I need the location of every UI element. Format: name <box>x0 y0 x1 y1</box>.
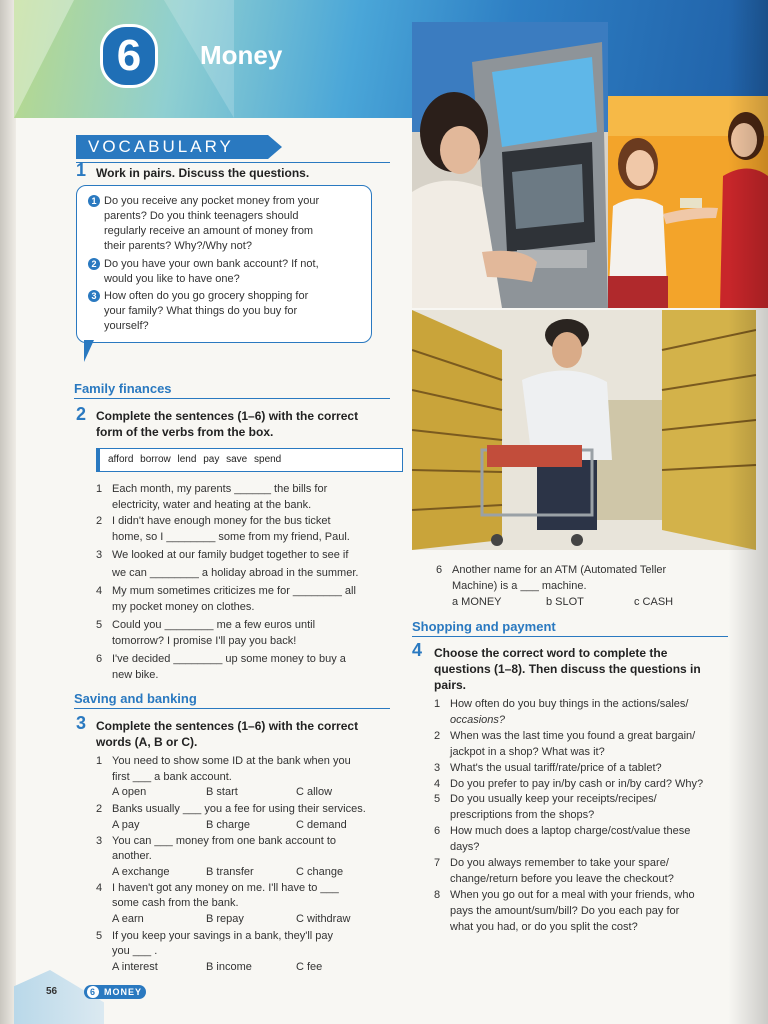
option-a: A interest <box>112 961 158 973</box>
ex3-item-6 <box>436 562 736 610</box>
item-line: What's the usual tariff/rate/price of a tablet? <box>450 762 662 774</box>
item-line: Do you prefer to pay in/by cash or in/by card? Why? <box>450 778 704 790</box>
item-number: 5 <box>96 619 103 631</box>
item-line: Another name for an ATM (Automated Teller <box>452 564 667 576</box>
vocabulary-tag: VOCABULARY <box>76 135 268 159</box>
option-b: B transfer <box>206 866 254 878</box>
ex2-item-5 <box>96 617 396 649</box>
exercise-4-instruction-line-2: questions (1–8). Then discuss the questions in <box>434 662 701 676</box>
exercise-3-instruction-line-2: words (A, B or C). <box>96 735 198 749</box>
item-line: you ___ . <box>112 945 158 957</box>
item-number: 6 <box>436 564 443 576</box>
item-line: prescriptions from the shops? <box>450 809 595 821</box>
ex4-item-1 <box>434 696 744 728</box>
footer-unit-label: MONEY <box>104 987 143 997</box>
item-line: I've decided ________ up some money to buy a <box>112 653 346 665</box>
item-number: 3 <box>96 549 103 561</box>
item-number: 2 <box>434 730 441 742</box>
item-number: 8 <box>434 889 441 901</box>
family-finances-heading: Family finances <box>74 381 172 396</box>
item-line: change/return before you leave the checkout? <box>450 873 674 885</box>
exercise-2-instruction-line-1: Complete the sentences (1–6) with the correct <box>96 409 359 423</box>
ex4-item-2 <box>434 728 744 760</box>
ex4-item-8 <box>434 887 744 935</box>
item-number: 7 <box>434 857 441 869</box>
ex2-item-6 <box>96 651 396 683</box>
option-a: A open <box>112 786 147 798</box>
question-3-marker: 3 <box>88 290 100 302</box>
footer-unit-badge: 6 <box>87 986 99 998</box>
item-line: Each month, my parents ______ the bills for <box>112 483 328 495</box>
exercise-3-instruction-line-1: Complete the sentences (1–6) with the correct <box>96 719 359 733</box>
ex2-item-3 <box>96 547 396 579</box>
divider <box>74 708 390 709</box>
supermarket-photo <box>412 310 756 550</box>
item-line: home, so I ________ some from my friend, Paul. <box>112 531 350 543</box>
item-line: tomorrow? I promise I'll pay you back! <box>112 635 297 647</box>
exercise-3-number: 3 <box>76 713 87 733</box>
item-line: days? <box>450 841 480 853</box>
unit-number-badge: 6 <box>100 24 158 88</box>
item-number: 6 <box>96 653 103 665</box>
ex3-item-4 <box>96 880 396 928</box>
option-a: A exchange <box>112 866 170 878</box>
item-number: 4 <box>434 778 441 790</box>
ex2-item-4 <box>96 583 396 615</box>
exercise-4-instruction-line-3: pairs. <box>434 678 467 692</box>
ex3-item-2 <box>96 801 396 833</box>
item-line: If you keep your savings in a bank, they'll pay <box>112 930 334 942</box>
item-number: 3 <box>434 762 441 774</box>
bubble-tail <box>84 340 94 362</box>
item-line: How often do you buy things in the actions/sales/ <box>450 698 689 710</box>
item-line: My mum sometimes criticizes me for ________ all <box>112 585 356 597</box>
book-spine <box>0 0 16 1024</box>
footer-unit-tag <box>84 985 146 999</box>
exercise-4-number: 4 <box>412 640 423 660</box>
saving-banking-heading: Saving and banking <box>74 691 197 706</box>
item-line: Do you always remember to take your spare/ <box>450 857 669 869</box>
question-2-marker: 2 <box>88 258 100 270</box>
option-b: B repay <box>206 913 244 925</box>
option-c: C change <box>296 866 344 878</box>
page-curl-shadow <box>728 0 768 1024</box>
item-number: 1 <box>434 698 441 710</box>
item-line: Banks usually ___ you a fee for using their services. <box>112 803 366 815</box>
exercise-1-instruction: Work in pairs. Discuss the questions. <box>96 166 310 180</box>
unit-title: Money <box>200 40 283 70</box>
question-1-line-2: parents? Do you think teenagers should <box>104 210 299 222</box>
question-1-line-4: their parents? Why?/Why not? <box>104 240 252 252</box>
option-b: b SLOT <box>546 596 584 608</box>
item-line: what you had, or do you split the cost? <box>450 921 638 933</box>
item-line: When you go out for a meal with your friends, who <box>450 889 695 901</box>
option-b: B charge <box>206 819 251 831</box>
ex3-item-5 <box>96 928 396 976</box>
item-number: 3 <box>96 835 103 847</box>
exercise-2-instruction-line-2: form of the verbs from the box. <box>96 425 274 439</box>
question-2-line-1: Do you have your own bank account? If not, <box>104 258 319 270</box>
option-a: A earn <box>112 913 144 925</box>
question-1-line-3: regularly receive an amount of money from <box>104 225 314 237</box>
option-c: C withdraw <box>296 913 351 925</box>
item-number: 4 <box>96 585 103 597</box>
item-line: When was the last time you found a great bargain/ <box>450 730 696 742</box>
question-2-line-2: would you like to have one? <box>104 273 240 285</box>
item-line: Could you ________ me a few euros until <box>112 619 316 631</box>
option-c: C fee <box>296 961 323 973</box>
exercise-4-instruction-line-1: Choose the correct word to complete the <box>434 646 668 660</box>
question-1-line-1: Do you receive any pocket money from your <box>104 195 320 207</box>
question-3-line-1: How often do you go grocery shopping for <box>104 290 309 302</box>
question-1-marker: 1 <box>88 195 100 207</box>
divider <box>74 398 390 399</box>
option-c: C demand <box>296 819 347 831</box>
option-a: a MONEY <box>452 596 502 608</box>
ex2-item-1 <box>96 481 396 513</box>
item-line: You can ___ money from one bank account to <box>112 835 337 847</box>
item-line: We looked at our family budget together to see if <box>112 549 349 561</box>
item-line: new bike. <box>112 669 159 681</box>
option-c: c CASH <box>634 596 674 608</box>
item-line: Machine) is a ___ machine. <box>452 580 587 592</box>
ex4-item-6 <box>434 823 744 855</box>
word-box: afford borrow lend pay save spend <box>96 448 403 472</box>
item-number: 2 <box>96 803 103 815</box>
option-b: B income <box>206 961 252 973</box>
item-line: first ___ a bank account. <box>112 771 232 783</box>
atm-photo <box>412 22 608 308</box>
item-line: jackpot in a shop? What was it? <box>450 746 605 758</box>
ex4-item-7 <box>434 855 744 887</box>
item-line: Do you usually keep your receipts/recipes/ <box>450 793 657 805</box>
item-line: some cash from the bank. <box>112 897 239 909</box>
item-line: pays the amount/sum/bill? Do you each pay for <box>450 905 680 917</box>
item-line: I didn't have enough money for the bus ticket <box>112 515 331 527</box>
option-c: C allow <box>296 786 333 798</box>
item-number: 4 <box>96 882 103 894</box>
item-line: How much does a laptop charge/cost/value these <box>450 825 691 837</box>
item-number: 1 <box>96 483 103 495</box>
exercise-1-number: 1 <box>76 160 87 180</box>
item-number: 1 <box>96 755 103 767</box>
divider <box>76 162 390 163</box>
page-number: 56 <box>46 986 58 997</box>
ex4-item-3 <box>434 760 744 776</box>
question-3-line-2: your family? What things do you buy for <box>104 305 298 317</box>
item-number: 5 <box>434 793 441 805</box>
divider <box>412 636 728 637</box>
ex4-item-4 <box>434 776 744 792</box>
item-line: electricity, water and heating at the bank. <box>112 499 312 511</box>
ex4-item-5 <box>434 791 744 823</box>
item-number: 5 <box>96 930 103 942</box>
item-line: we can ________ a holiday abroad in the summer. <box>112 567 359 579</box>
item-number: 6 <box>434 825 441 837</box>
item-line: another. <box>112 850 152 862</box>
option-a: A pay <box>112 819 140 831</box>
question-3-line-3: yourself? <box>104 320 149 332</box>
ex2-item-2 <box>96 513 396 545</box>
item-line: my pocket money on clothes. <box>112 601 255 613</box>
item-line: You need to show some ID at the bank when you <box>112 755 351 767</box>
ex3-item-3 <box>96 833 396 881</box>
item-line: I haven't got any money on me. I'll have to ___ <box>112 882 339 894</box>
item-line: occasions? <box>450 714 506 726</box>
shopping-payment-heading: Shopping and payment <box>412 619 556 634</box>
item-number: 2 <box>96 515 103 527</box>
ex3-item-1 <box>96 753 396 801</box>
exercise-2-number: 2 <box>76 404 87 424</box>
option-b: B start <box>206 786 238 798</box>
